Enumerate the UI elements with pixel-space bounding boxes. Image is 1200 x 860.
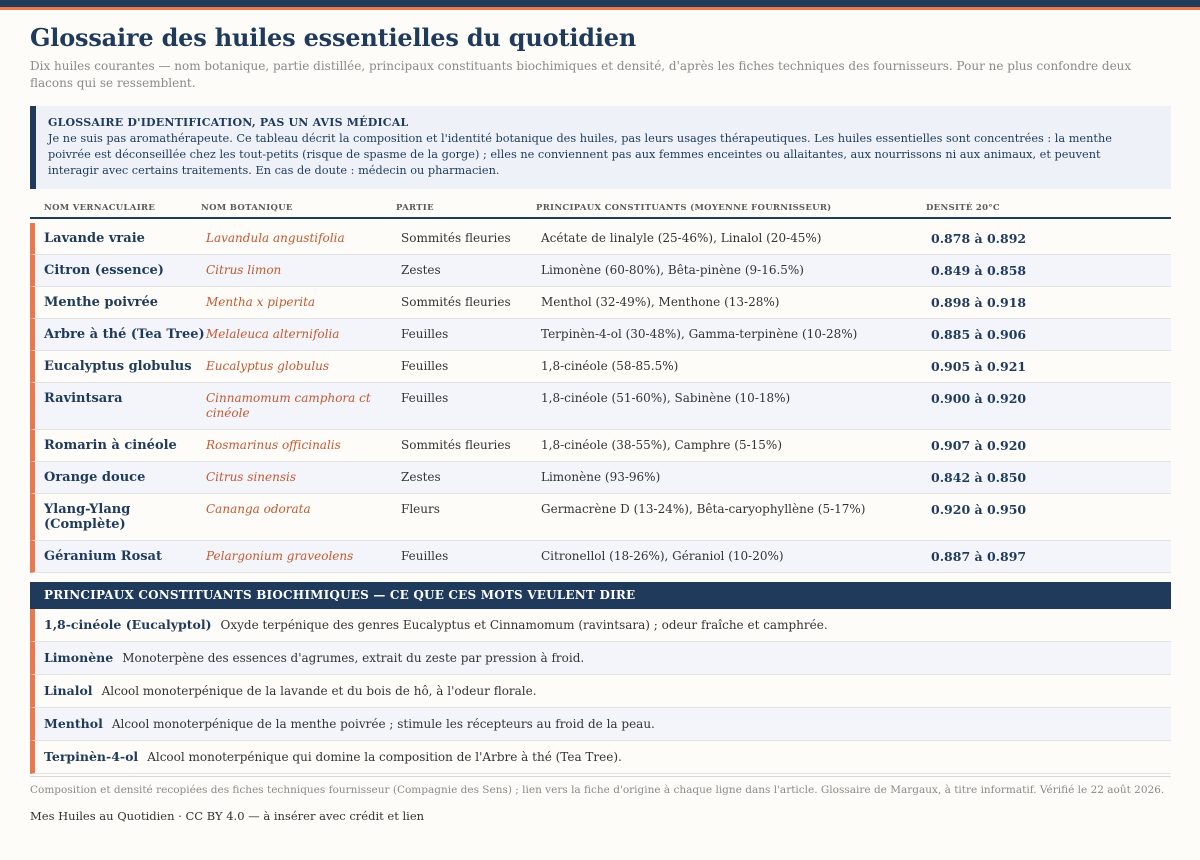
oil-name: Orange douce <box>44 470 146 485</box>
botanical-name: Cinnamomum camphora ct cinéole <box>206 391 371 420</box>
constituents: Acétate de linalyle (25-46%), Linalol (20-45%) <box>541 231 822 245</box>
oil-name: Ylang-Ylang (Complète) <box>44 502 131 532</box>
glossary-definition: Alcool monoterpénique de la menthe poivrée ; stimule les récepteurs au froid de la peau. <box>111 717 655 731</box>
glossary-definition: Alcool monoterpénique de la lavande et du bois de hô, à l'odeur florale. <box>101 684 537 698</box>
botanical-name: Cananga odorata <box>206 502 311 516</box>
botanical-name: Citrus limon <box>206 263 282 277</box>
oil-name: Lavande vraie <box>44 231 145 246</box>
disclaimer-title: GLOSSAIRE D'IDENTIFICATION, PAS UN AVIS MÉDICAL <box>48 116 409 129</box>
botanical-name: Pelargonium graveolens <box>206 549 354 563</box>
constituents: 1,8-cinéole (38-55%), Camphre (5-15%) <box>541 438 782 452</box>
credit-footer: Mes Huiles au Quotidien · CC BY 4.0 — à insérer avec crédit et lien <box>30 809 425 823</box>
distilled-part: Feuilles <box>401 549 449 563</box>
constituents: 1,8-cinéole (58-85.5%) <box>541 359 679 373</box>
glossary-list <box>30 609 1171 774</box>
glossary-item <box>30 708 1171 741</box>
constituents: 1,8-cinéole (51-60%), Sabinène (10-18%) <box>541 391 791 405</box>
constituents: Terpinèn-4-ol (30-48%), Gamma-terpinène (10-28%) <box>541 327 858 341</box>
oil-name: Citron (essence) <box>44 263 164 278</box>
distilled-part: Sommités fleuries <box>401 438 511 452</box>
table-row <box>30 383 1171 430</box>
table-header <box>30 203 1171 219</box>
glossary-title: PRINCIPAUX CONSTITUANTS BIOCHIMIQUES — CE QUE CES MOTS VEULENT DIRE <box>30 582 1171 609</box>
glossary-term: Limonène <box>44 650 114 665</box>
disclaimer-text: Je ne suis pas aromathérapeute. Ce tableau décrit la composition et l'identité botanique des huiles, pas leurs usages thérapeutiques. Les huiles essentielles sont concentrées : la menthe poivrée est déconseillée chez les tout-petits (risque de spasme de la gorge) ; elles ne conviennent pas aux femmes enceintes ou allaitantes, aux nourrissons ni aux animaux, et peuvent interagir avec certains traitements. En cas de doute : médecin ou pharmacien. <box>48 132 1112 177</box>
oil-table-body <box>30 223 1171 573</box>
distilled-part: Feuilles <box>401 359 449 373</box>
constituents: Citronellol (18-26%), Géraniol (10-20%) <box>541 549 784 563</box>
glossary-term: Linalol <box>44 683 93 698</box>
density: 0.898 à 0.918 <box>931 295 1027 310</box>
constituents: Menthol (32-49%), Menthone (13-28%) <box>541 295 780 309</box>
table-row <box>30 223 1171 255</box>
table-row <box>30 541 1171 573</box>
page-title: Glossaire des huiles essentielles du quotidien <box>30 23 637 52</box>
table-row <box>30 287 1171 319</box>
distilled-part: Sommités fleuries <box>401 231 511 245</box>
column-header-part: PARTIE <box>396 203 434 213</box>
source-note: Composition et densité recopiées des fiches techniques fournisseur (Compagnie des Sens) ; lien vers la fiche d'origine à chaque ligne dans l'article. Glossaire de Margaux, à titre informatif. Vérifié le 22 août 2026. <box>30 784 1165 796</box>
botanical-name: Eucalyptus globulus <box>206 359 330 373</box>
glossary-item <box>30 642 1171 675</box>
column-header-density: DENSITÉ 20°C <box>926 203 1000 213</box>
distilled-part: Zestes <box>401 263 441 277</box>
page-subtitle: Dix huiles courantes — nom botanique, partie distillée, principaux constituants biochimiques et densité, d'après les fiches techniques des fournisseurs. Pour ne plus confondre deux flacons qui se ressemblent. <box>30 59 1132 90</box>
top-accent-stripe <box>0 7 1200 10</box>
density: 0.900 à 0.920 <box>931 391 1027 406</box>
density: 0.920 à 0.950 <box>931 502 1027 517</box>
column-header-botanical: NOM BOTANIQUE <box>201 203 293 213</box>
density: 0.842 à 0.850 <box>931 470 1027 485</box>
distilled-part: Feuilles <box>401 391 449 405</box>
density: 0.907 à 0.920 <box>931 438 1027 453</box>
glossary-definition: Oxyde terpénique des genres Eucalyptus et Cinnamomum (ravintsara) ; odeur fraîche et camphrée. <box>220 618 828 632</box>
constituents: Limonène (60-80%), Bêta-pinène (9-16.5%) <box>541 263 804 277</box>
glossary-item <box>30 609 1171 642</box>
table-row <box>30 255 1171 287</box>
density: 0.849 à 0.858 <box>931 263 1027 278</box>
distilled-part: Sommités fleuries <box>401 295 511 309</box>
page-content <box>30 22 1171 824</box>
glossary-divider <box>30 776 1171 777</box>
disclaimer-box <box>30 106 1171 189</box>
table-row <box>30 494 1171 541</box>
distilled-part: Zestes <box>401 470 441 484</box>
oil-name: Arbre à thé (Tea Tree) <box>44 327 205 342</box>
density: 0.905 à 0.921 <box>931 359 1027 374</box>
glossary-definition: Monoterpène des essences d'agrumes, extrait du zeste par pression à froid. <box>122 651 585 665</box>
constituents: Germacrène D (13-24%), Bêta-caryophyllène (5-17%) <box>541 502 866 516</box>
glossary-definition: Alcool monoterpénique qui domine la composition de l'Arbre à thé (Tea Tree). <box>147 750 622 764</box>
oil-name: Ravintsara <box>44 391 123 406</box>
oil-name: Romarin à cinéole <box>44 438 177 453</box>
distilled-part: Fleurs <box>401 502 440 516</box>
botanical-name: Citrus sinensis <box>206 470 296 484</box>
botanical-name: Mentha x piperita <box>206 295 316 309</box>
column-header-constituents: PRINCIPAUX CONSTITUANTS (MOYENNE FOURNISSEUR) <box>536 203 832 213</box>
density: 0.887 à 0.897 <box>931 549 1027 564</box>
glossary-item <box>30 675 1171 708</box>
distilled-part: Feuilles <box>401 327 449 341</box>
glossary-term: Menthol <box>44 716 103 731</box>
botanical-name: Rosmarinus officinalis <box>206 438 341 452</box>
table-row <box>30 462 1171 494</box>
density: 0.878 à 0.892 <box>931 231 1027 246</box>
botanical-name: Melaleuca alternifolia <box>206 327 340 341</box>
glossary-item <box>30 741 1171 774</box>
table-row <box>30 319 1171 351</box>
botanical-name: Lavandula angustifolia <box>206 231 345 245</box>
oil-name: Eucalyptus globulus <box>44 359 192 374</box>
glossary-term: Terpinèn-4-ol <box>44 749 139 764</box>
glossary-term: 1,8-cinéole (Eucalyptol) <box>44 617 212 632</box>
top-accent-bar <box>0 0 1200 7</box>
column-header-name: NOM VERNACULAIRE <box>44 203 156 213</box>
oil-name: Menthe poivrée <box>44 295 159 310</box>
density: 0.885 à 0.906 <box>931 327 1027 342</box>
constituents: Limonène (93-96%) <box>541 470 661 484</box>
table-row <box>30 430 1171 462</box>
oil-name: Géranium Rosat <box>44 549 162 564</box>
table-row <box>30 351 1171 383</box>
